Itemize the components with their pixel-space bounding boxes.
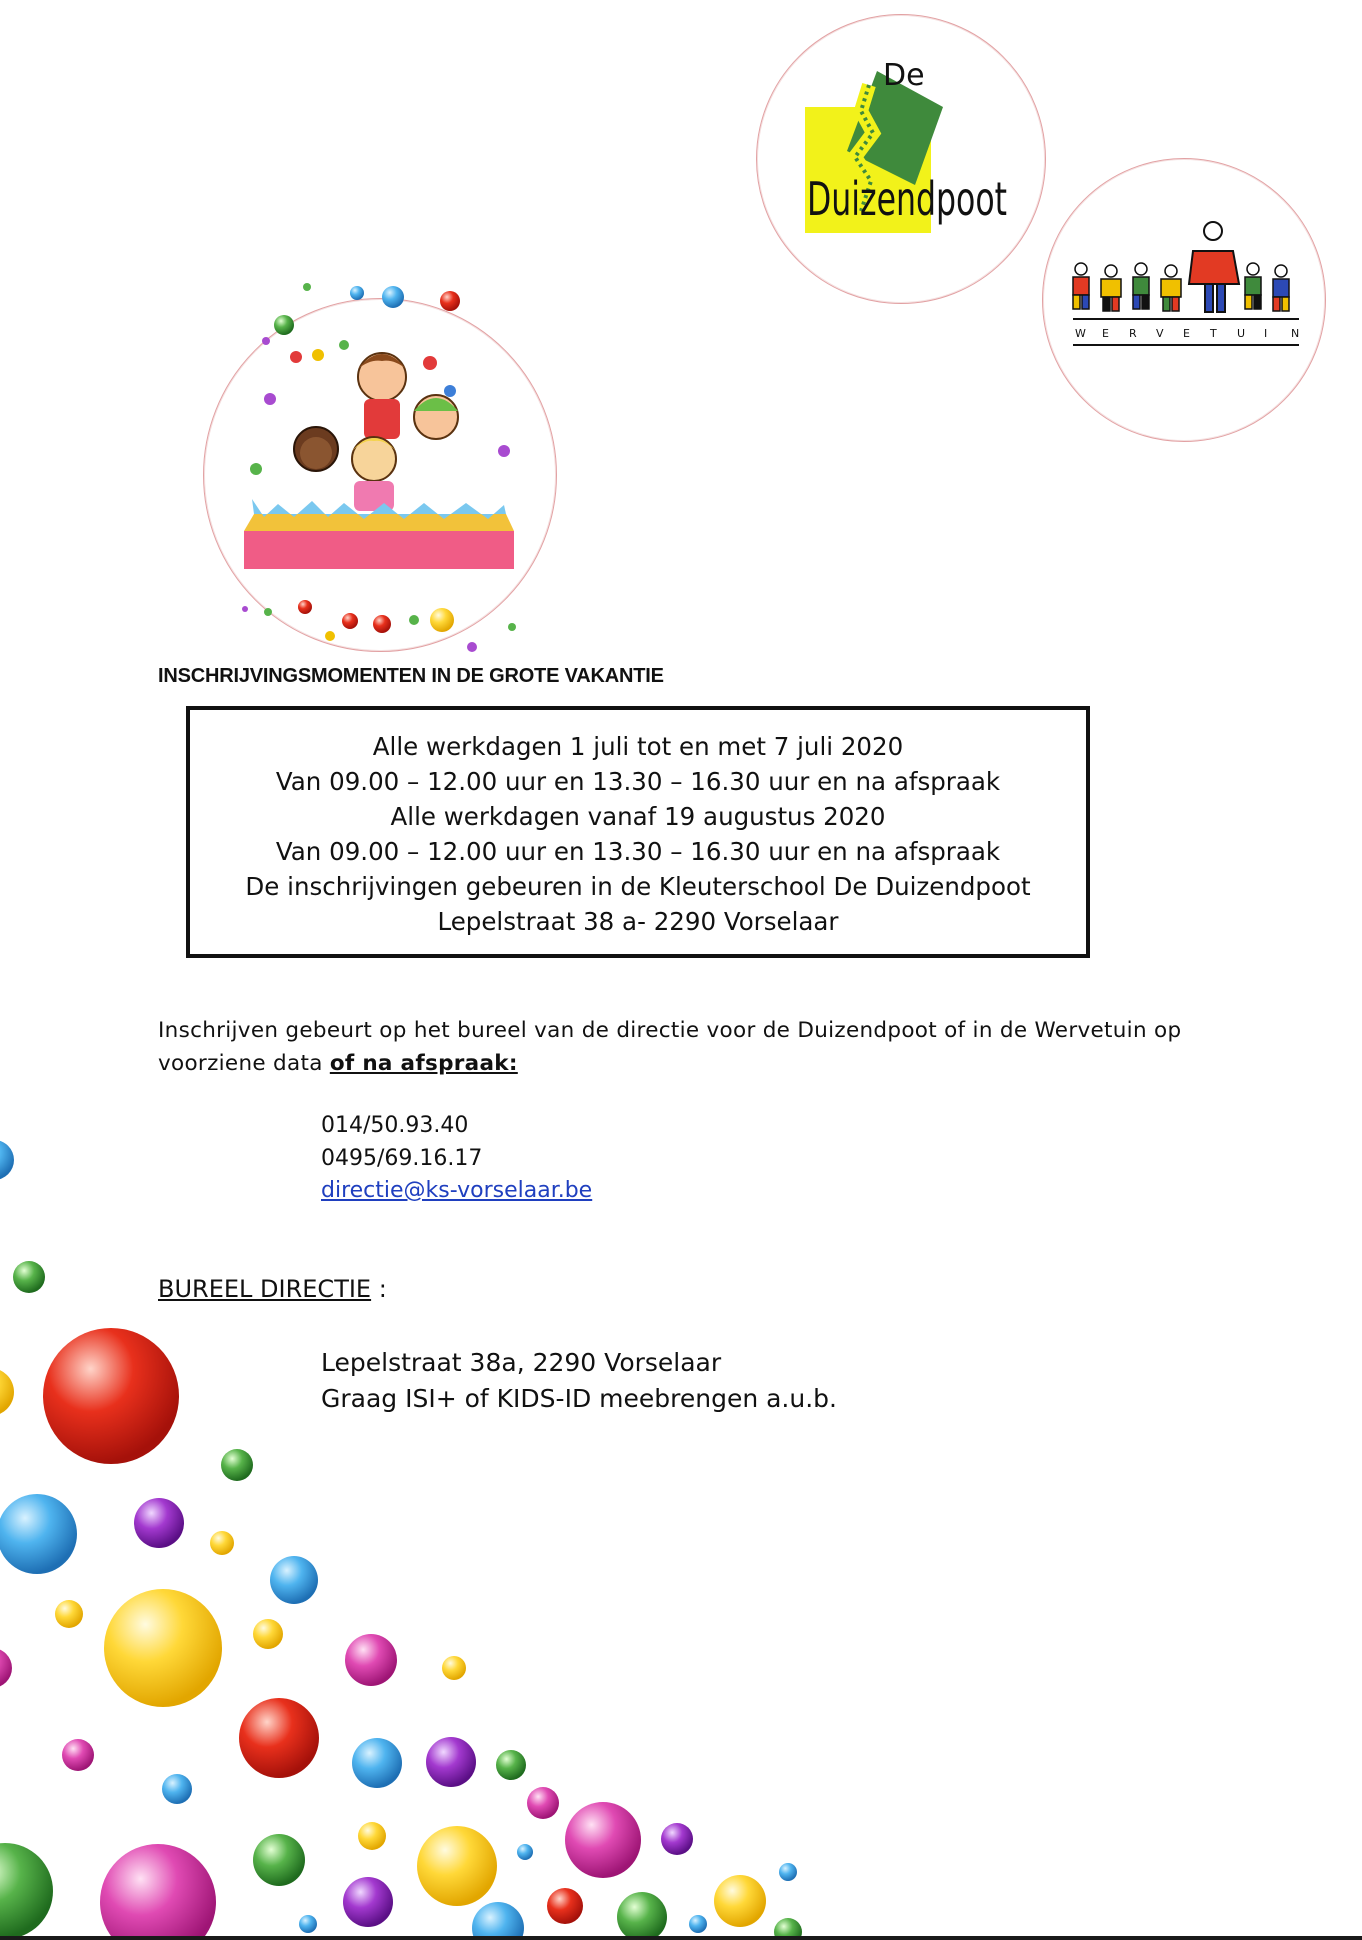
appointment-emphasis: of na afspraak: [329,1051,518,1076]
phone-number-1: 014/50.93.40 [321,1113,469,1138]
email-link[interactable]: directie@ks-vorselaar.be [321,1178,593,1203]
section-title-suffix: : [371,1275,387,1303]
registration-paragraph-prefix: voorziene data [158,1051,330,1076]
schedule-line-2: Van 09.00 – 12.00 uur en 13.30 – 16.30 uur en na afspraak [275,767,1001,796]
address-line-2: Graag ISI+ of KIDS-ID meebrengen a.u.b. [321,1384,837,1413]
address-line-1: Lepelstraat 38a, 2290 Vorselaar [321,1348,722,1377]
registration-paragraph-line-2 [158,1051,518,1076]
decorative-balls [0,1090,820,1940]
svg-text:E: E [1102,327,1109,340]
svg-text:T: T [1210,327,1217,340]
ballpit-scattered-balls [0,0,1362,700]
duizendpoot-logo-name: Duizendpoot [807,172,1007,226]
svg-text:U: U [1237,327,1246,340]
page-heading: INSCHRIJVINGSMOMENTEN IN DE GROTE VAKANTIE [158,665,664,687]
phone-number-2: 0495/69.16.17 [321,1146,483,1171]
page-bottom-border [0,1936,1362,1940]
svg-text:E: E [1183,327,1190,340]
schedule-line-1: Alle werkdagen 1 juli tot en met 7 juli 2020 [372,732,904,761]
schedule-line-6: Lepelstraat 38 a- 2290 Vorselaar [437,907,839,936]
schedule-line-3: Alle werkdagen vanaf 19 augustus 2020 [390,802,886,831]
svg-text:V: V [1156,327,1164,340]
svg-text:I: I [1264,327,1268,340]
section-title-text: BUREEL DIRECTIE [158,1275,372,1303]
duizendpoot-logo-de: De [883,58,925,93]
svg-text:W: W [1075,327,1086,340]
schedule-line-5: De inschrijvingen gebeuren in de Kleuterschool De Duizendpoot [245,872,1031,901]
schedule-line-4: Van 09.00 – 12.00 uur en 13.30 – 16.30 uur en na afspraak [275,837,1001,866]
svg-text:N: N [1291,327,1300,340]
svg-text:R: R [1129,327,1137,340]
registration-paragraph-line-1: Inschrijven gebeurt op het bureel van de directie voor de Duizendpoot of in de Wervetuin op [158,1018,1182,1043]
schedule-box [186,706,1090,958]
